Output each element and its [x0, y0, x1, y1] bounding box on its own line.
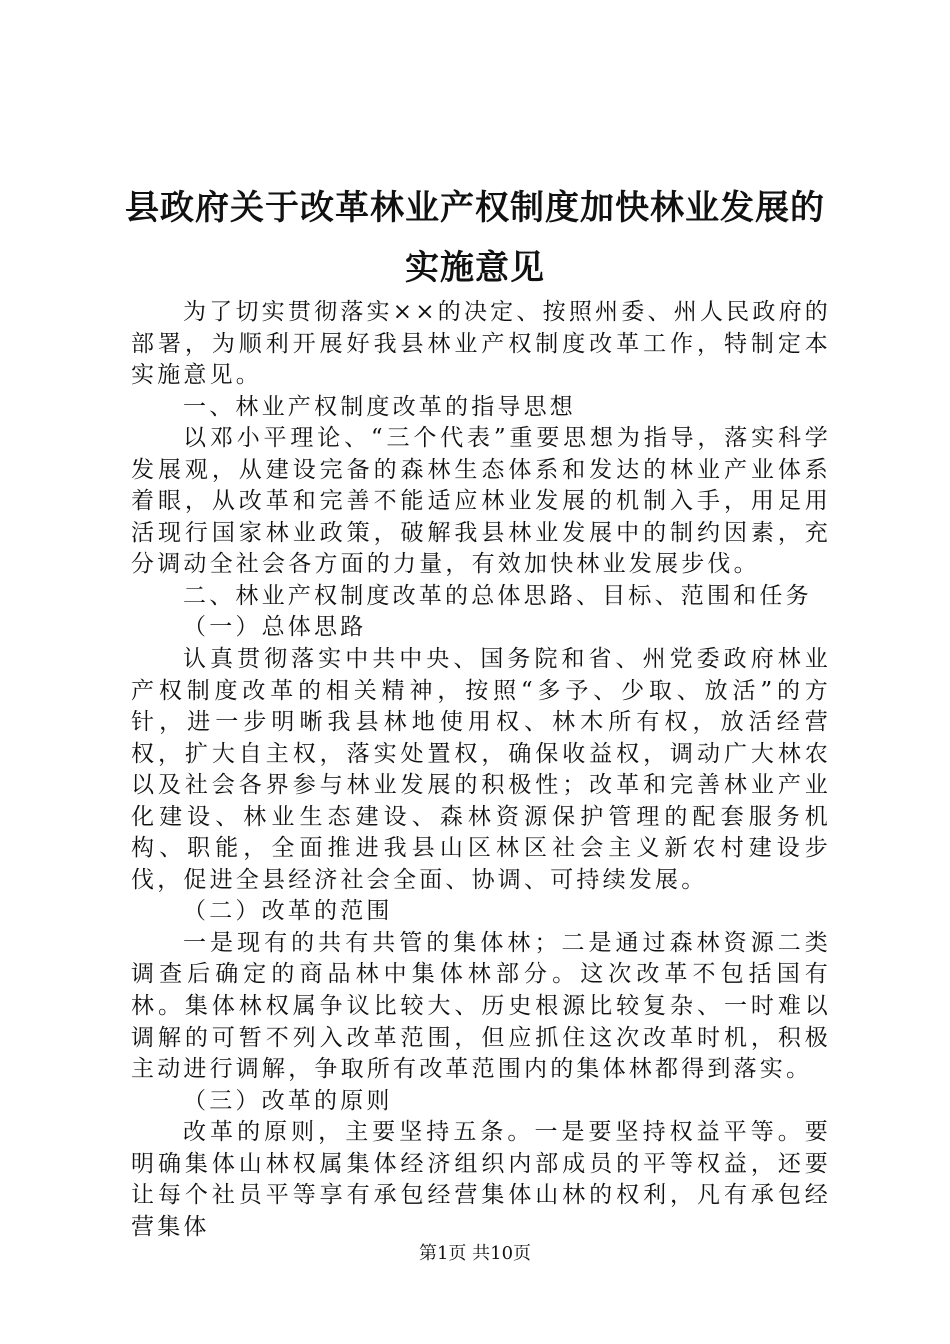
subsection-2-paragraph: 一是现有的共有共管的集体林；二是通过森林资源二类调查后确定的商品林中集体林部分。这次改革不包括国有林。集体林权属争议比较大、历史根源比较复杂、一时难以调解的可暂不列入改革范围，但应抓住这次改革时机，积极主动进行调解，争取所有改革范围内的集体林都得到落实。: [131, 929, 831, 1083]
section-2-heading: 二、林业产权制度改革的总体思路、目标、范围和任务: [183, 582, 812, 609]
document-body: [131, 297, 831, 1243]
subsection-3-paragraph: 改革的原则，主要坚持五条。一是要坚持权益平等。要明确集体山林权属集体经济组织内部成员的平等权益，还要让每个社员平等享有承包经营集体山林的权利，凡有承包经营集体: [131, 1119, 831, 1240]
page-number-footer: 第1页 共10页: [418, 1243, 532, 1264]
document-title-line-2: 实施意见: [405, 248, 545, 288]
section-1-heading: 一、林业产权制度改革的指导思想: [183, 393, 576, 420]
intro-paragraph: 为了切实贯彻落实××的决定、按照州委、州人民政府的部署，为顺利开展好我县林业产权制度改革工作，特制定本实施意见。: [131, 299, 831, 389]
subsection-1-paragraph: 认真贯彻落实中共中央、国务院和省、州党委政府林业产权制度改革的相关精神，按照“多予、少取、放活”的方针，进一步明晰我县林地使用权、林木所有权，放活经营权，扩大自主权，落实处置权，确保收益权，调动广大林农以及社会各界参与林业发展的积极性；改革和完善林业产业化建设、林业生态建设、森林资源保护管理的配套服务机构、职能，全面推进我县山区林区社会主义新农村建设步伐，促进全县经济社会全面、协调、可持续发展。: [131, 646, 831, 893]
subsection-3-heading: （三）改革的原则: [183, 1087, 393, 1114]
subsection-1-heading: （一）总体思路: [183, 614, 367, 641]
document-title-line-1: 县政府关于改革林业产权制度加快林业发展的: [125, 188, 825, 228]
subsection-2-heading: （二）改革的范围: [183, 898, 393, 925]
section-1-paragraph: 以邓小平理论、“三个代表”重要思想为指导，落实科学发展观，从建设完备的森林生态体系和发达的林业产业体系着眼，从改革和完善不能适应林业发展的机制入手，用足用活现行国家林业政策，破解我县林业发展中的制约因素，充分调动全社会各方面的力量，有效加快林业发展步伐。: [131, 425, 831, 578]
